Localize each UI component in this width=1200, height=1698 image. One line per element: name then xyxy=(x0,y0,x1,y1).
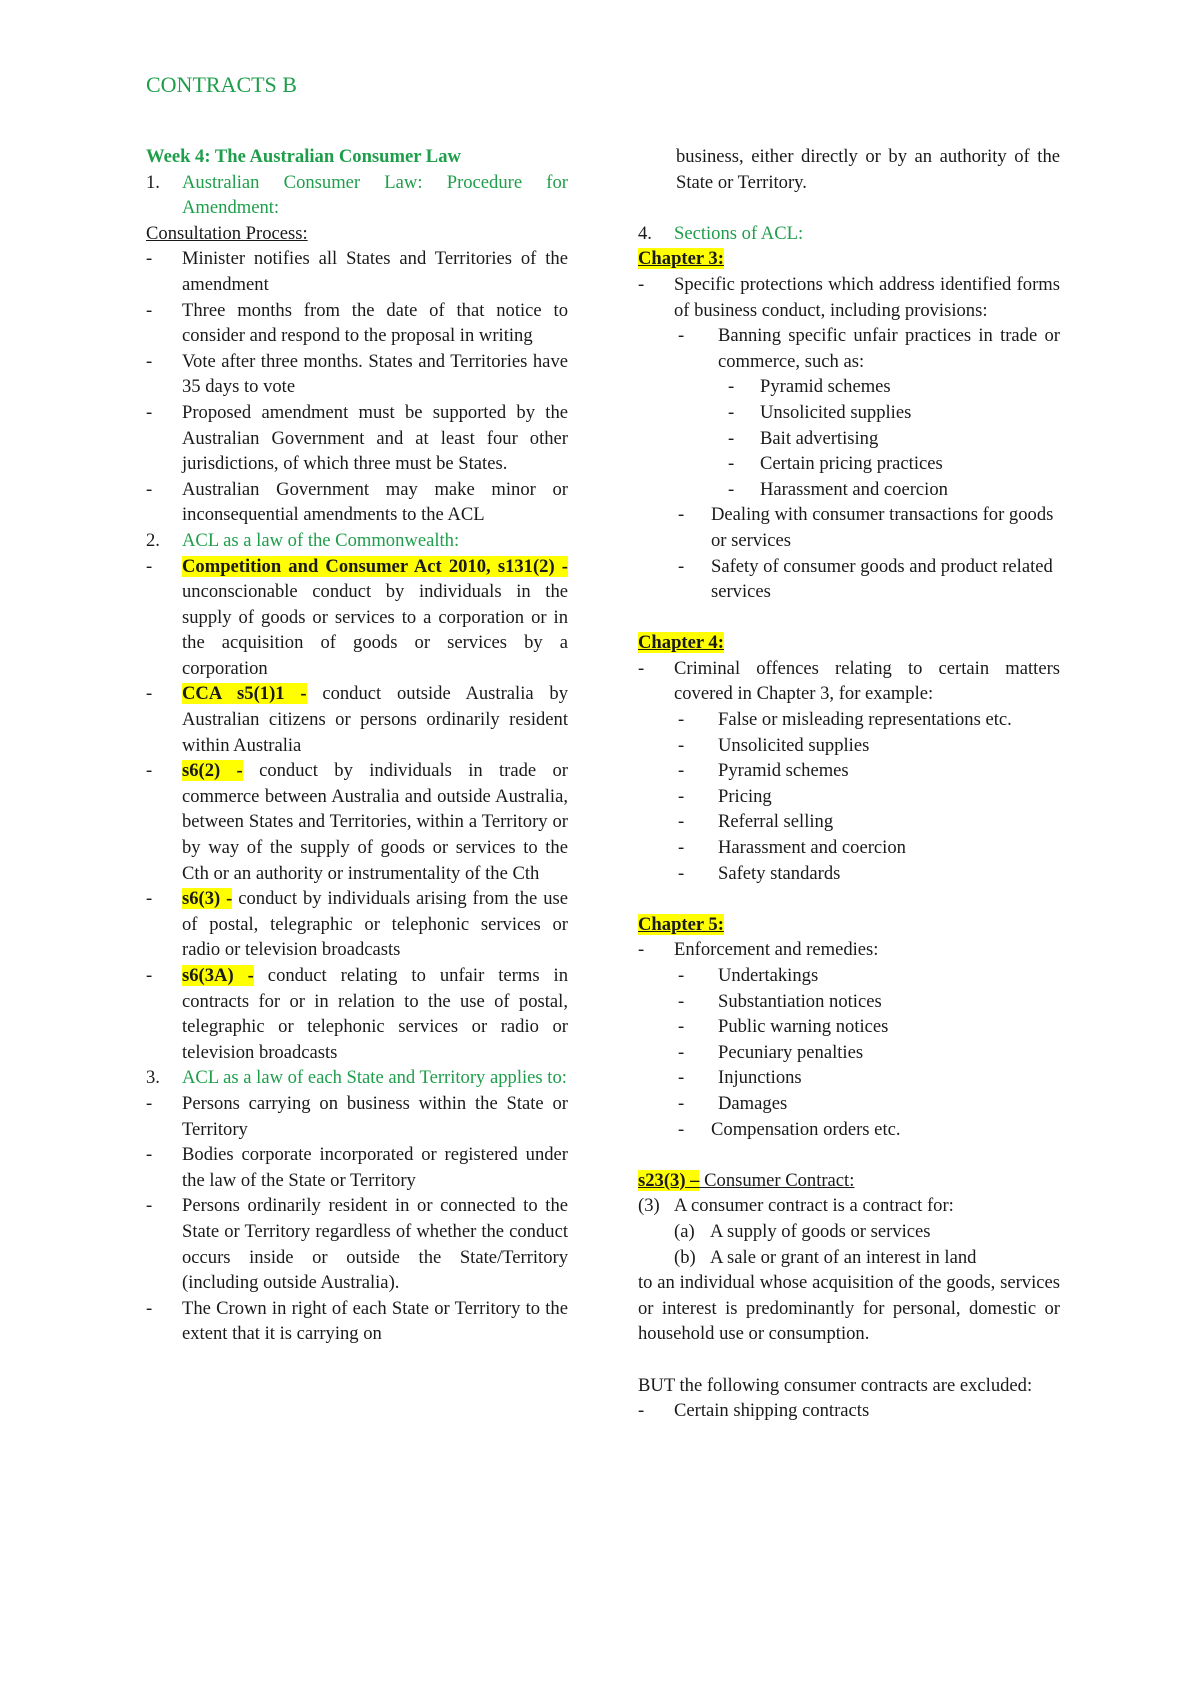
list-item: - s6(2) - conduct by individuals in trade or commerce between Australia and outside Australia, between States and Territories, within a Territory or by way of the supply of goods or services to the Cth or an authority or instrumentality of the Cth xyxy=(146,758,568,886)
statute-label: s6(3A) - xyxy=(182,965,254,986)
exclusion-intro: BUT the following consumer contracts are excluded: xyxy=(638,1374,1033,1396)
list-item: - Bait advertising xyxy=(638,426,1060,452)
list-item: - Certain shipping contracts xyxy=(638,1398,1060,1424)
list-item: - Pricing xyxy=(638,784,1060,810)
list-item: - Pyramid schemes xyxy=(638,758,1060,784)
section-4-heading: 4. Sections of ACL: xyxy=(638,222,804,244)
list-item: - s6(3) - conduct by individuals arising from the use of postal, telegraphic or telephonic services or radio or television broadcasts xyxy=(146,886,568,963)
list-item: - Three months from the date of that notice to consider and respond to the proposal in writing xyxy=(146,298,568,349)
list-item: - Pecuniary penalties xyxy=(638,1040,1060,1066)
statute-label: s6(2) - xyxy=(182,760,243,782)
list-item: - Minister notifies all States and Territories of the amendment xyxy=(146,246,568,297)
consultation-heading: Consultation Process: xyxy=(146,222,308,244)
list-item: - Criminal offences relating to certain matters covered in Chapter 3, for example: xyxy=(638,656,1060,707)
section-3-heading: 3. ACL as a law of each State and Territory applies to: xyxy=(146,1067,567,1089)
page-title: CONTRACTS B xyxy=(146,72,297,97)
chapter-3-heading: Chapter 3: xyxy=(638,248,724,270)
list-item: - Safety of consumer goods and product related services xyxy=(638,554,1060,605)
list-item: - CCA s5(1)1 - conduct outside Australia by Australian citizens or persons ordinarily resident within Australia xyxy=(146,681,568,758)
list-item: - False or misleading representations etc. xyxy=(638,707,1060,733)
list-item: - Australian Government may make minor or inconsequential amendments to the ACL xyxy=(146,477,568,528)
list-item: - Unsolicited supplies xyxy=(638,400,1060,426)
chapter-5-heading: Chapter 5: xyxy=(638,913,724,935)
s23-heading: s23(3) – Consumer Contract: xyxy=(638,1169,855,1191)
list-item: - Public warning notices xyxy=(638,1014,1060,1040)
list-item: - Referral selling xyxy=(638,809,1060,835)
list-item: - Banning specific unfair practices in trade or commerce, such as: xyxy=(638,323,1060,374)
statute-label: Competition and Consumer Act 2010, s131(2) - xyxy=(182,555,568,577)
list-item: - Enforcement and remedies: xyxy=(638,937,1060,963)
s23-para-b: (b) A sale or grant of an interest in land xyxy=(674,1246,977,1268)
statute-label: s6(3) - xyxy=(182,888,233,910)
week-heading: Week 4: The Australian Consumer Law xyxy=(146,146,461,167)
list-item: - Harassment and coercion xyxy=(638,477,1060,503)
list-item: - Proposed amendment must be supported by the Australian Government and at least four other jurisdictions, of which three must be States. xyxy=(146,400,568,477)
s23-para-a: (a) A supply of goods or services xyxy=(674,1220,931,1242)
list-item: - Damages xyxy=(638,1091,1060,1117)
list-item: - s6(3A) - conduct relating to unfair terms in contracts for or in relation to the use of postal, telegraphic or telephonic services or radio or television broadcasts xyxy=(146,963,568,1065)
list-item: - Unsolicited supplies xyxy=(638,733,1060,759)
right-column xyxy=(638,144,1060,1424)
list-item: - Specific protections which address identified forms of business conduct, including provisions: xyxy=(638,272,1060,323)
list-item: - Persons ordinarily resident in or connected to the State or Territory regardless of whether the conduct occurs inside or outside the State/Territory (including outside Australia). xyxy=(146,1193,568,1295)
statute-label: CCA s5(1)1 - xyxy=(182,683,307,705)
list-item: - Bodies corporate incorporated or registered under the law of the State or Territory xyxy=(146,1142,568,1193)
list-item: - Competition and Consumer Act 2010, s131(2) - unconscionable conduct by individuals in the supply of goods or services to a corporation or in the acquisition of goods or services by a corporation xyxy=(146,554,568,682)
list-item: - Pyramid schemes xyxy=(638,374,1060,400)
list-item: - Harassment and coercion xyxy=(638,835,1060,861)
list-item: - Certain pricing practices xyxy=(638,451,1060,477)
s23-subsection-3: (3) A consumer contract is a contract for: xyxy=(638,1195,954,1217)
list-item: - Undertakings xyxy=(638,963,1060,989)
list-item: - Substantiation notices xyxy=(638,989,1060,1015)
list-item: - Vote after three months. States and Territories have 35 days to vote xyxy=(146,349,568,400)
list-item: - Dealing with consumer transactions for goods or services xyxy=(638,502,1060,553)
chapter-4-heading: Chapter 4: xyxy=(638,632,724,654)
left-column xyxy=(146,144,568,1347)
section-2-heading: 2. ACL as a law of the Commonwealth: xyxy=(146,529,460,551)
s23-body: to an individual whose acquisition of the goods, services or interest is predominantly for personal, domestic or household use or consumption. xyxy=(638,1272,1060,1345)
list-item: - Injunctions xyxy=(638,1065,1060,1091)
list-item: - Persons carrying on business within the State or Territory xyxy=(146,1091,568,1142)
section-1-heading: 1. Australian Consumer Law: Procedure for Amendment: xyxy=(146,171,568,219)
list-item: - The Crown in right of each State or Territory to the extent that it is carrying on xyxy=(146,1296,568,1347)
list-item: - Compensation orders etc. xyxy=(638,1117,1060,1143)
continued-text: business, either directly or by an authority of the State or Territory. xyxy=(676,146,1060,193)
list-item: - Safety standards xyxy=(638,861,1060,887)
